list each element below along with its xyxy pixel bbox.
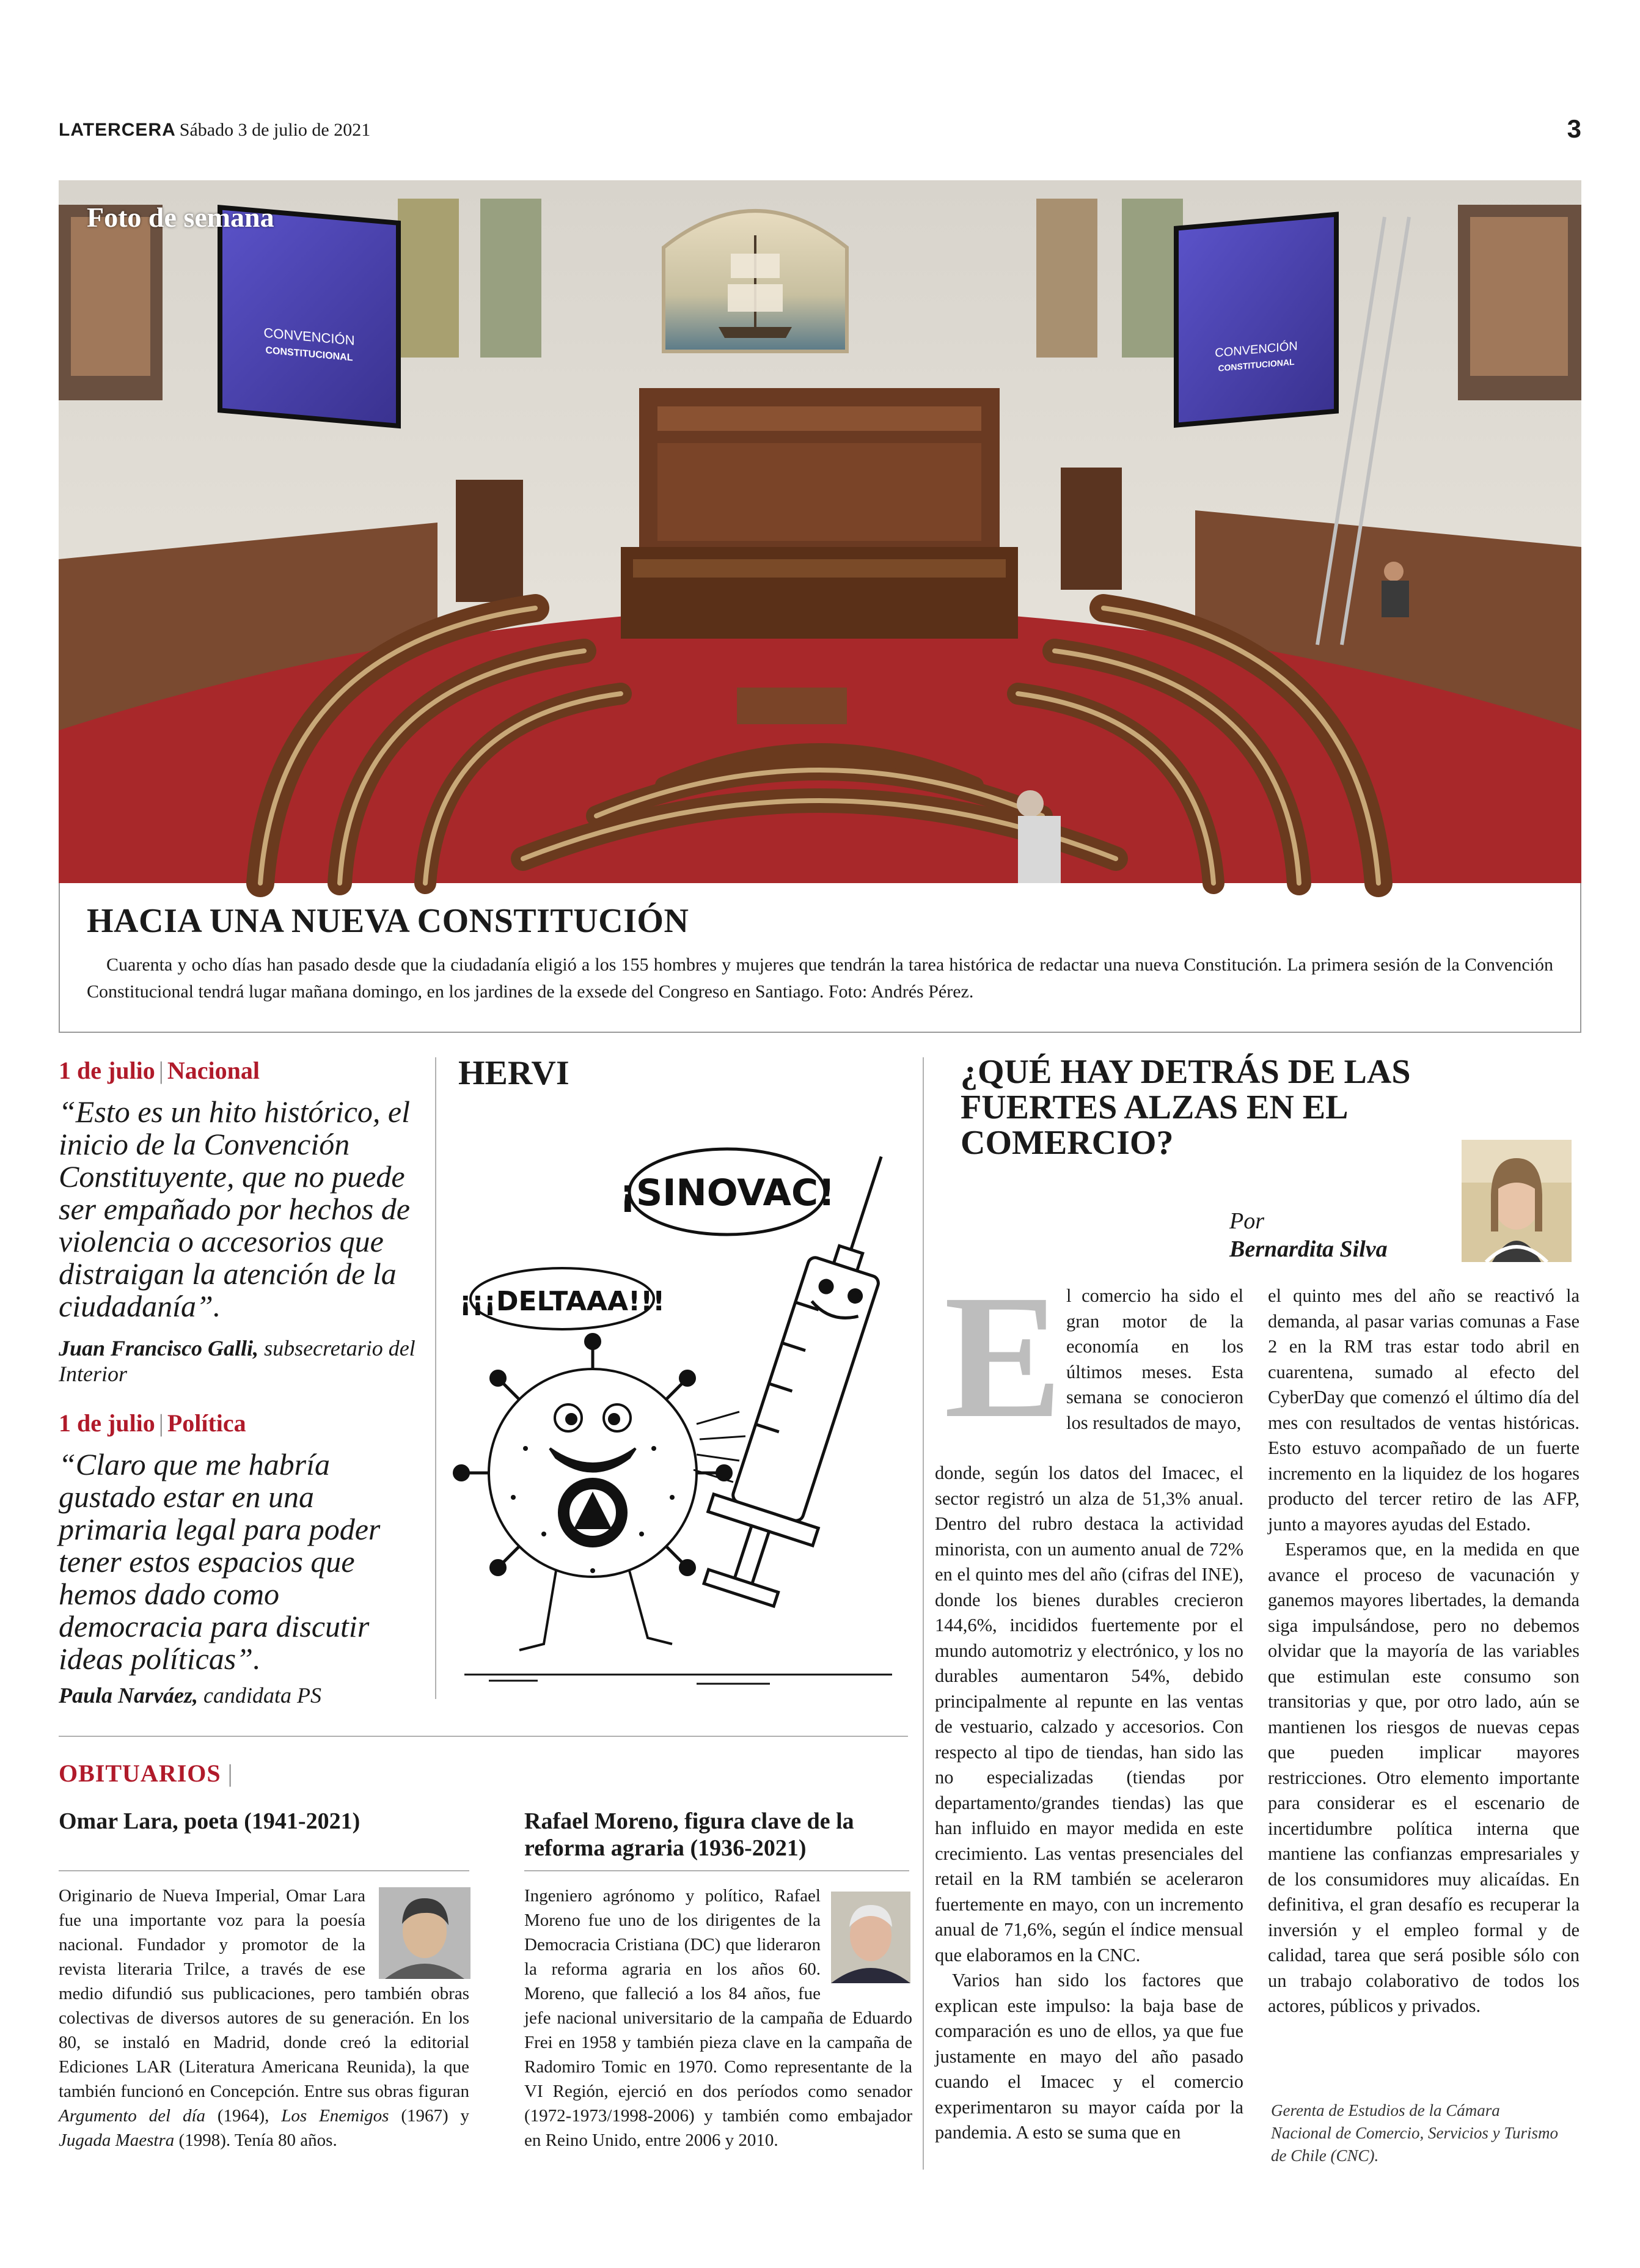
obit-1-work-1: Argumento del día: [59, 2106, 205, 2126]
obit-1-end: (1998). Tenía 80 años.: [174, 2130, 337, 2150]
quote-2-attribution: [59, 1683, 425, 1708]
obituaries-label: OBITUARIOS: [59, 1760, 221, 1787]
article-title: ¿QUÉ HAY DETRÁS DE LAS FUERTES ALZAS EN EL COMERCIO?: [961, 1053, 1411, 1162]
quote-2-header: 1 de julio | Política: [59, 1409, 246, 1437]
quote-2-date: 1 de julio: [59, 1409, 155, 1437]
screen-text-right-1: CONVENCIÓN: [1215, 339, 1298, 361]
obit-2-text: [524, 1884, 912, 2152]
article-col2-p2: Esperamos que, en la medida en que avance el proceso de vacunación y ganemos mayores libertades, la demanda siga impulsándose, pero no debemos olvidar que la mayoría de las variables que estimulan este consumo son transitorias y que, por otro lado, aún se mantienen los riesgos de nuevas cepas que pueden implicar mayores restricciones. Otro elemento importante para considerar es el escenario de incertidumbre política interna que mantiene las confianzas empresariales y de los consumidores muy alicaídas. En definitiva, el gran desafío es recuperar la inversión y el empleo formal y de calidad, tarea que será posible sólo con un trabajo colaborativo de todos los actores, públicos y privados.: [1268, 1539, 1580, 2016]
newspaper-brand: LATERCERA: [59, 120, 176, 140]
photo-caption-box: [59, 883, 1581, 1033]
article-col1-p2: Varios han sido los factores que explican este impulso: la baja base de comparación es uno de ellos, ya que fue justamente en mayo del año pasado cuando el Imacec y el comercio experimentaron su mayor caída por la pandemia. A esto se suma que en: [935, 1970, 1243, 2143]
obit-2-photo-spacer: [821, 1884, 912, 1994]
cartoon-title: HERVI: [458, 1054, 569, 1092]
quote-2-name: Paula Narváez,: [59, 1683, 198, 1708]
photo-kicker: Foto de semana: [87, 202, 274, 233]
obit-1-photo-spacer: [365, 1884, 469, 1981]
obit-1-body: Originario de Nueva Imperial, Omar Lara fue una importante voz para la poesía nacional. Fundador y promotor de la revista literaria Trilce, a través de ese medio difundió sus publicaciones, pero también obras colectivas de diversos autores de su generación. En los 80, se instaló en Madrid, donde creó la editorial Ediciones LAR (Literatura Americana Reunida), la que también funcionó en Concepción. Entre sus obras figuran: [59, 1886, 469, 2101]
quote-1-header: 1 de julio | Nacional: [59, 1057, 260, 1084]
quote-1-date: 1 de julio: [59, 1057, 155, 1084]
obit-1-text: [59, 1884, 469, 2152]
issue-date: Sábado 3 de julio de 2021: [179, 120, 371, 140]
caption-text: Cuarenta y ocho días han pasado desde que la ciudadanía eligió a los 155 hombres y mujeres que tendrán la tarea histórica de redactar una nueva Constitución. La primera sesión de la Convención Constitucional tendrá lugar mañana domingo, en los jardines de la exsede del Congreso en Santiago. Foto: Andrés Pérez.: [87, 955, 1553, 1002]
article-col2-p1: el quinto mes del año se reactivó la demanda, al pasar varias comunas a Fase 2 en la RM tras estar todo abril en cuarentena, sumado al efecto del CyberDay que comenzó el último día del mes con resultados de ventas históricas. Esto estuvo acompañado de un fuerte incremento en la liquidez de los hogares producto del tercer retiro de las AFP, junto a mayores ayudas del Estado.: [1268, 1285, 1580, 1535]
author-photo: [1462, 1140, 1572, 1262]
bubble-delta: ¡¡¡DELTAAA!!!: [459, 1286, 665, 1317]
quote-1-attribution: [59, 1335, 425, 1387]
obit-1-title: Omar Lara, poeta (1941-2021): [59, 1808, 361, 1834]
article-byline: [1229, 1207, 1388, 1263]
screen-text-right-2: CONSTITUCIONAL: [1218, 356, 1295, 373]
screen-text-left-2: CONSTITUCIONAL: [265, 344, 353, 364]
obit-2-rule: [524, 1870, 909, 1871]
quote-2-role: candidata PS: [203, 1683, 321, 1708]
screen-text-left-1: CONVENCIÓN: [263, 325, 355, 348]
quote-1-role: subsecretario del Interior: [59, 1336, 415, 1386]
caption-title: HACIA UNA NUEVA CONSTITUCIÓN: [87, 902, 689, 940]
obituaries-header: OBITUARIOS |: [59, 1760, 233, 1787]
bubble-sinovac: ¡SINOVAC!: [619, 1172, 835, 1214]
quote-2-section: Política: [167, 1409, 246, 1437]
obituaries-rule: [59, 1736, 908, 1737]
obit-1-mid-1: (1964),: [205, 2106, 282, 2126]
page-header: [59, 114, 1581, 150]
obit-1-mid-2: (1967) y: [389, 2106, 469, 2126]
column-divider-2: [923, 1057, 924, 2170]
obit-1-work-2: Los Enemigos: [281, 2106, 389, 2126]
page-number: 3: [1567, 114, 1581, 143]
quote-1-text: “Esto es un hito histórico, el inicio de la Convención Constituyente, que no puede ser empañado por hechos de violencia o accesorios que distraigan la atención de la ciudadanía”.: [59, 1095, 410, 1323]
quote-1-section: Nacional: [167, 1057, 260, 1084]
obit-1-rule: [59, 1870, 469, 1871]
obit-1-work-3: Jugada Maestra: [59, 2130, 175, 2150]
byline-label: Por: [1229, 1208, 1264, 1234]
article-col1-lead-narrow-text: l comercio ha sido el gran motor de la economía en los últimos meses. Esta semana se conocieron los resultados de mayo,: [1066, 1285, 1243, 1433]
cartoon-illustration: [452, 1106, 904, 1693]
quote-2-text: “Claro que me habría gustado estar en una primaria legal para poder tener estos espacios que hemos dado como democracia para discutir ideas políticas”.: [59, 1447, 381, 1676]
article-col2: [1268, 1283, 1580, 2078]
main-photo: [59, 180, 1581, 883]
drop-cap: [944, 1258, 1063, 1455]
chamber-photo-illustration: [59, 180, 1581, 883]
obit-2-body: Ingeniero agrónomo y político, Rafael Moreno fue uno de los dirigentes de la Democracia Cristiana (DC) que lideraron la reforma agraria en los años 60. Moreno, que falleció a los 84 años, fue jefe nacional universitario de la campaña de Eduardo Frei en 1958 y también pieza clave en la campaña de Radomiro Tomic en 1970. Como representante de la VI Región, ejerció en dos períodos como senador (1972-1973/1998-2006) y también como embajador en Reino Unido, entre 2006 y 2010.: [524, 1886, 912, 2150]
obit-2-title: Rafael Moreno, figura clave de la reforma agraria (1936-2021): [524, 1808, 854, 1861]
article-col1-lead-continued: donde, según los datos del Imacec, el sector registró un alza de 51,3% anual. Dentro del rubro destaca la actividad minorista, con un aumento anual de 72% en el quinto mes del año (cifras del INE), donde los bienes durables crecieron 144,6%, incididos fuertemente por el mundo automotriz y electrónico, y los no durables aumentaron 54%, debido principalmente al repunte en las ventas de vestuario, calzado y accesorios. Con respecto al tipo de tiendas, han sido las no especializadas (tiendas por departamento/grandes tiendas) las que han influido en mayor medida en este crecimiento. Las ventas presenciales del retail en la RM también se aceleraron fuertemente en mayo, con un incremento anual de 71,6%, según el índice mensual que elaboramos en la CNC.: [935, 1462, 1243, 1965]
byline-author: Bernardita Silva: [1229, 1236, 1388, 1262]
column-divider-1: [435, 1057, 436, 1699]
article-col1-body: [935, 1461, 1243, 2143]
drop-cap-letter: E: [944, 1258, 1063, 1455]
author-bio: Gerenta de Estudios de la Cámara Nacional de Comercio, Servicios y Turismo de Chile (CNC).: [1271, 2101, 1558, 2165]
quote-1-name: Juan Francisco Galli,: [59, 1336, 259, 1360]
article-col1-lead-narrow: [1066, 1283, 1243, 1461]
